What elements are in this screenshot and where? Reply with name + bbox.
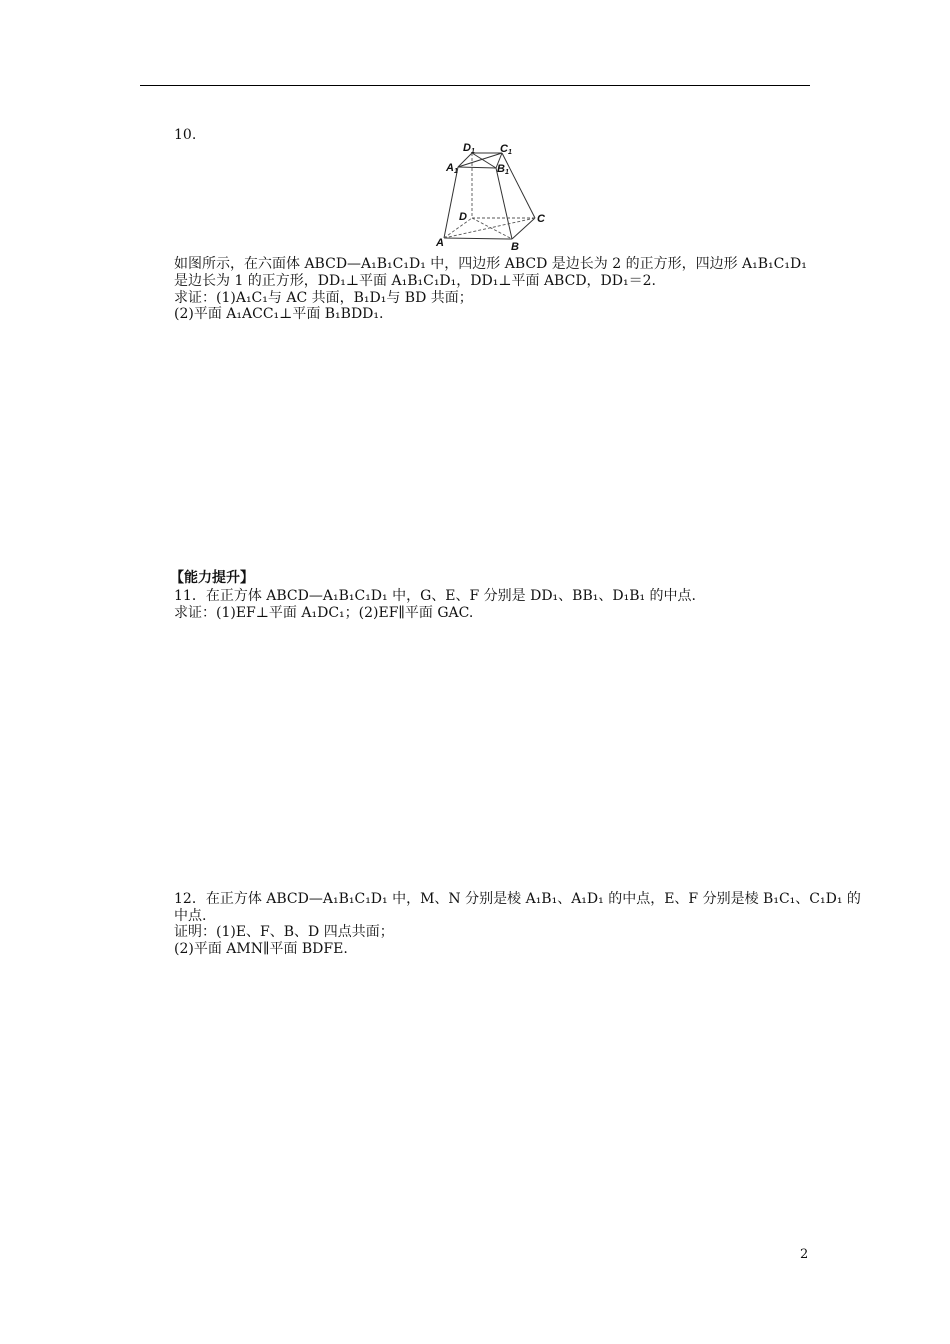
problem10-number: 10. [174, 127, 197, 143]
problem10-line-1: 如图所示，在六面体 ABCD—A₁B₁C₁D₁ 中，四边形 ABCD 是边长为 2 的正方形，四边形 A₁B₁C₁D₁ [174, 256, 807, 272]
label-d1: D1 [463, 142, 475, 155]
section-title: 【能力提升】 [170, 570, 254, 586]
label-a: A [436, 237, 444, 249]
label-d: D [459, 211, 467, 223]
problem12-line-2: 中点. [174, 908, 207, 924]
hexahedron-figure [430, 140, 560, 255]
problem11-line-2: 求证：(1)EF⊥平面 A₁DC₁；(2)EF∥平面 GAC. [174, 605, 474, 621]
label-c: C [537, 213, 545, 225]
page-number: 2 [800, 1247, 809, 1262]
problem12-line-3: 证明：(1)E、F、B、D 四点共面； [174, 924, 394, 940]
problem12-line-4: (2)平面 AMN∥平面 BDFE. [174, 941, 348, 957]
problem11-line-1: 11．在正方体 ABCD—A₁B₁C₁D₁ 中，G、E、F 分别是 DD₁、BB₁、D₁B₁ 的中点. [174, 588, 696, 604]
label-b1: B1 [497, 163, 509, 176]
label-c1: C1 [500, 143, 512, 156]
problem10-line-3: 求证：(1)A₁C₁与 AC 共面，B₁D₁与 BD 共面； [174, 290, 473, 306]
problem12-line-1: 12．在正方体 ABCD—A₁B₁C₁D₁ 中，M、N 分别是棱 A₁B₁、A₁D₁ 的中点，E、F 分别是棱 B₁C₁、C₁D₁ 的 [174, 891, 861, 907]
label-b: B [511, 241, 519, 253]
label-a1: A1 [446, 162, 458, 175]
header-rule [140, 85, 810, 86]
problem10-line-2: 是边长为 1 的正方形，DD₁⊥平面 A₁B₁C₁D₁，DD₁⊥平面 ABCD，DD₁＝2. [174, 273, 656, 289]
problem10-line-4: (2)平面 A₁ACC₁⊥平面 B₁BDD₁. [174, 306, 384, 322]
